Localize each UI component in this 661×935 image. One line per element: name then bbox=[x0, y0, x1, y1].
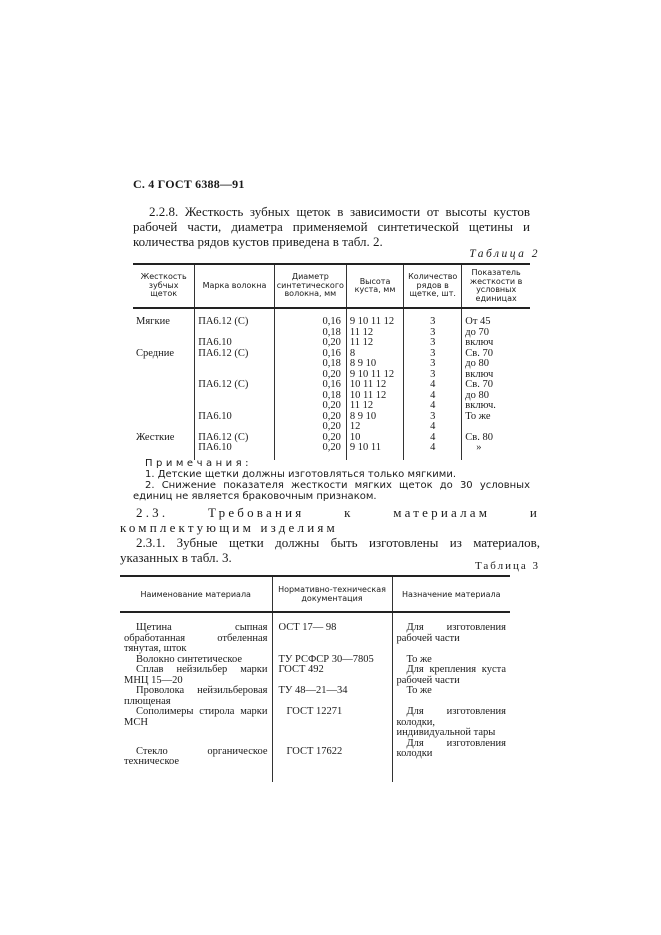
cell-material: Волокно синтетическое bbox=[136, 653, 243, 665]
cell-row-count: 3 bbox=[404, 349, 462, 360]
table-row bbox=[133, 422, 530, 433]
table-row bbox=[133, 401, 530, 412]
cell-purpose: Для изготовления колодки, индивидуальной тары bbox=[392, 707, 510, 739]
cell-documentation: ГОСТ 492 bbox=[272, 665, 392, 686]
cell-hardness bbox=[133, 359, 195, 370]
table3-header-row bbox=[120, 576, 510, 612]
cell-tuft-height: 11 12 bbox=[346, 401, 403, 412]
cell-material: Стекло органическое техническое bbox=[124, 745, 268, 767]
cell-hardness-index: до 70 bbox=[462, 328, 530, 339]
cell-tuft-height: 9 10 11 12 bbox=[346, 370, 403, 381]
cell-tuft-height: 9 10 11 12 bbox=[346, 308, 403, 328]
cell-documentation: ТУ РСФСР 30—7805 bbox=[272, 655, 392, 666]
cell-diameter: 0,18 bbox=[274, 328, 346, 339]
cell-diameter: 0,20 bbox=[274, 433, 346, 444]
cell-purpose: Для изготовления рабочей части bbox=[392, 612, 510, 655]
table-row bbox=[133, 338, 530, 349]
cell-material: Проволока нейзильберовая плющеная bbox=[124, 685, 268, 707]
cell-diameter: 0,18 bbox=[274, 391, 346, 402]
table2-caption: Таблица 2 bbox=[469, 248, 540, 260]
cell-fiber-brand bbox=[195, 401, 275, 412]
cell-diameter: 0,18 bbox=[274, 359, 346, 370]
cell-documentation: ГОСТ 12271 bbox=[272, 707, 392, 739]
cell-hardness-index: включ. bbox=[462, 401, 530, 412]
cell-hardness bbox=[133, 380, 195, 391]
cell-tuft-height: 8 9 10 bbox=[346, 359, 403, 370]
table2-header-row bbox=[133, 264, 530, 308]
table-row bbox=[120, 665, 510, 686]
cell-tuft-height: 12 bbox=[346, 422, 403, 433]
cell-hardness bbox=[133, 412, 195, 423]
section-2-2-8 bbox=[133, 204, 530, 249]
cell-diameter: 0,16 bbox=[274, 349, 346, 360]
cell-diameter: 0,20 bbox=[274, 422, 346, 433]
cell-tuft-height: 10 11 12 bbox=[346, 391, 403, 402]
cell-tuft-height: 10 bbox=[346, 433, 403, 444]
cell-fiber-brand: ПА6.10 bbox=[195, 443, 275, 460]
cell-purpose: То же bbox=[392, 686, 510, 707]
table3-header-purpose: Назначение материала bbox=[392, 576, 510, 612]
cell-hardness-index: » bbox=[462, 443, 530, 460]
cell-hardness bbox=[133, 401, 195, 412]
cell-hardness bbox=[133, 328, 195, 339]
cell-hardness-index: Св. 70 bbox=[462, 349, 530, 360]
table2-header-tuft-height: Высота куста, мм bbox=[346, 264, 403, 308]
cell-fiber-brand: ПА6.12 (С) bbox=[195, 433, 275, 444]
table-row bbox=[120, 707, 510, 739]
table-row bbox=[133, 359, 530, 370]
cell-tuft-height: 8 9 10 bbox=[346, 412, 403, 423]
cell-tuft-height: 8 bbox=[346, 349, 403, 360]
cell-row-count: 4 bbox=[404, 380, 462, 391]
cell-diameter: 0,20 bbox=[274, 443, 346, 460]
cell-fiber-brand: ПА6.12 (С) bbox=[195, 349, 275, 360]
table2-header-row-count: Количество рядов в щетке, шт. bbox=[404, 264, 462, 308]
cell-diameter: 0,16 bbox=[274, 380, 346, 391]
cell-diameter: 0,16 bbox=[274, 308, 346, 328]
cell-tuft-height: 11 12 bbox=[346, 328, 403, 339]
cell-purpose: Для изготовления колодки bbox=[392, 739, 510, 782]
table2-header-fiber-brand: Марка волокна bbox=[195, 264, 275, 308]
cell-material: Сплав нейзильбер марки МНЦ 15—20 bbox=[124, 664, 268, 686]
cell-hardness-index: От 45 bbox=[462, 308, 530, 328]
notes-title: Примечания: bbox=[145, 458, 253, 469]
cell-hardness: Мягкие bbox=[136, 316, 170, 327]
table3-header-documentation: Нормативно-техническая документация bbox=[272, 576, 392, 612]
page-header: С. 4 ГОСТ 6388—91 bbox=[133, 177, 245, 191]
table3-header-material: Наименование материала bbox=[140, 589, 251, 599]
cell-documentation: ТУ 48—21—34 bbox=[272, 686, 392, 707]
cell-hardness bbox=[133, 422, 195, 433]
table-row bbox=[133, 308, 530, 328]
table-2 bbox=[133, 263, 530, 460]
cell-hardness-index: То же bbox=[462, 412, 530, 423]
cell-row-count: 4 bbox=[404, 433, 462, 444]
cell-hardness-index: Св. 80 bbox=[462, 433, 530, 444]
cell-fiber-brand: ПА6.10 bbox=[195, 412, 275, 423]
cell-diameter: 0,20 bbox=[274, 412, 346, 423]
cell-purpose: То же bbox=[392, 655, 510, 666]
cell-hardness: Жесткие bbox=[136, 431, 175, 443]
table2-header-hardness-index: Показатель жесткости в условных единицах bbox=[462, 264, 530, 308]
cell-row-count: 4 bbox=[404, 391, 462, 402]
section-2-3-1-text: 2.3.1. Зубные щетки должны быть изготовлены из материалов, указанных в табл. 3. bbox=[120, 535, 540, 565]
cell-hardness-index: включ bbox=[462, 370, 530, 381]
cell-material: Сополимеры стирола марки МСН bbox=[124, 706, 268, 728]
table3-caption: Таблица 3 bbox=[474, 560, 540, 572]
note-1: 1. Детские щетки должны изготовляться только мягкими. bbox=[145, 469, 457, 480]
table-row bbox=[133, 380, 530, 391]
cell-row-count: 4 bbox=[404, 422, 462, 433]
cell-hardness-index: Св. 70 bbox=[462, 380, 530, 391]
cell-hardness-index: до 80 bbox=[462, 359, 530, 370]
cell-purpose: Для крепления куста рабочей части bbox=[392, 665, 510, 686]
cell-diameter: 0,20 bbox=[274, 370, 346, 381]
table2-header-diameter: Диаметр синтетического волокна, мм bbox=[274, 264, 346, 308]
table-row bbox=[120, 686, 510, 707]
section-2-3-heading bbox=[120, 505, 540, 535]
cell-tuft-height: 9 10 11 bbox=[346, 443, 403, 460]
cell-hardness-index bbox=[462, 422, 530, 433]
cell-diameter: 0,20 bbox=[274, 338, 346, 349]
cell-row-count: 3 bbox=[404, 370, 462, 381]
cell-hardness bbox=[133, 370, 195, 381]
cell-material: Щетина сыпная обработанная отбеленная тянутая, шток bbox=[124, 622, 268, 654]
cell-tuft-height: 11 12 bbox=[346, 338, 403, 349]
cell-fiber-brand bbox=[195, 359, 275, 370]
table-row bbox=[120, 612, 510, 655]
cell-documentation: ГОСТ 17622 bbox=[272, 739, 392, 782]
cell-hardness bbox=[133, 391, 195, 402]
cell-fiber-brand: ПА6.12 (С) bbox=[195, 380, 275, 391]
cell-hardness-index: до 80 bbox=[462, 391, 530, 402]
cell-row-count: 4 bbox=[404, 443, 462, 460]
table-3 bbox=[120, 575, 510, 782]
cell-row-count: 3 bbox=[404, 412, 462, 423]
cell-fiber-brand: ПА6.10 bbox=[195, 338, 275, 349]
cell-tuft-height: 10 11 12 bbox=[346, 380, 403, 391]
cell-fiber-brand: ПА6.12 (С) bbox=[195, 308, 275, 328]
cell-row-count: 4 bbox=[404, 401, 462, 412]
table2-header-hardness: Жесткость зубчых щеток bbox=[140, 272, 187, 299]
section-2-2-8-text: 2.2.8. Жесткость зубных щеток в зависимости от высоты кустов рабочей части, диаметра применяемой синтетической щетины и количества рядов кустов приведена в табл. 2. bbox=[133, 204, 530, 249]
cell-row-count: 3 bbox=[404, 338, 462, 349]
cell-hardness-index: включ bbox=[462, 338, 530, 349]
cell-fiber-brand bbox=[195, 391, 275, 402]
cell-diameter: 0,20 bbox=[274, 401, 346, 412]
section-2-3-text: 2.3. Требования к материалам и комплектующим изделиям bbox=[120, 505, 540, 535]
cell-row-count: 3 bbox=[404, 359, 462, 370]
cell-documentation: ОСТ 17— 98 bbox=[272, 612, 392, 655]
cell-hardness bbox=[133, 338, 195, 349]
table2-notes bbox=[133, 458, 530, 502]
cell-row-count: 3 bbox=[404, 328, 462, 339]
note-2: 2. Снижение показателя жесткости мягких щеток до 30 условных единиц не является браковочным признаком. bbox=[133, 480, 530, 502]
table-row bbox=[120, 739, 510, 782]
cell-hardness: Средние bbox=[136, 347, 175, 359]
cell-row-count: 3 bbox=[404, 308, 462, 328]
cell-fiber-brand bbox=[195, 422, 275, 433]
